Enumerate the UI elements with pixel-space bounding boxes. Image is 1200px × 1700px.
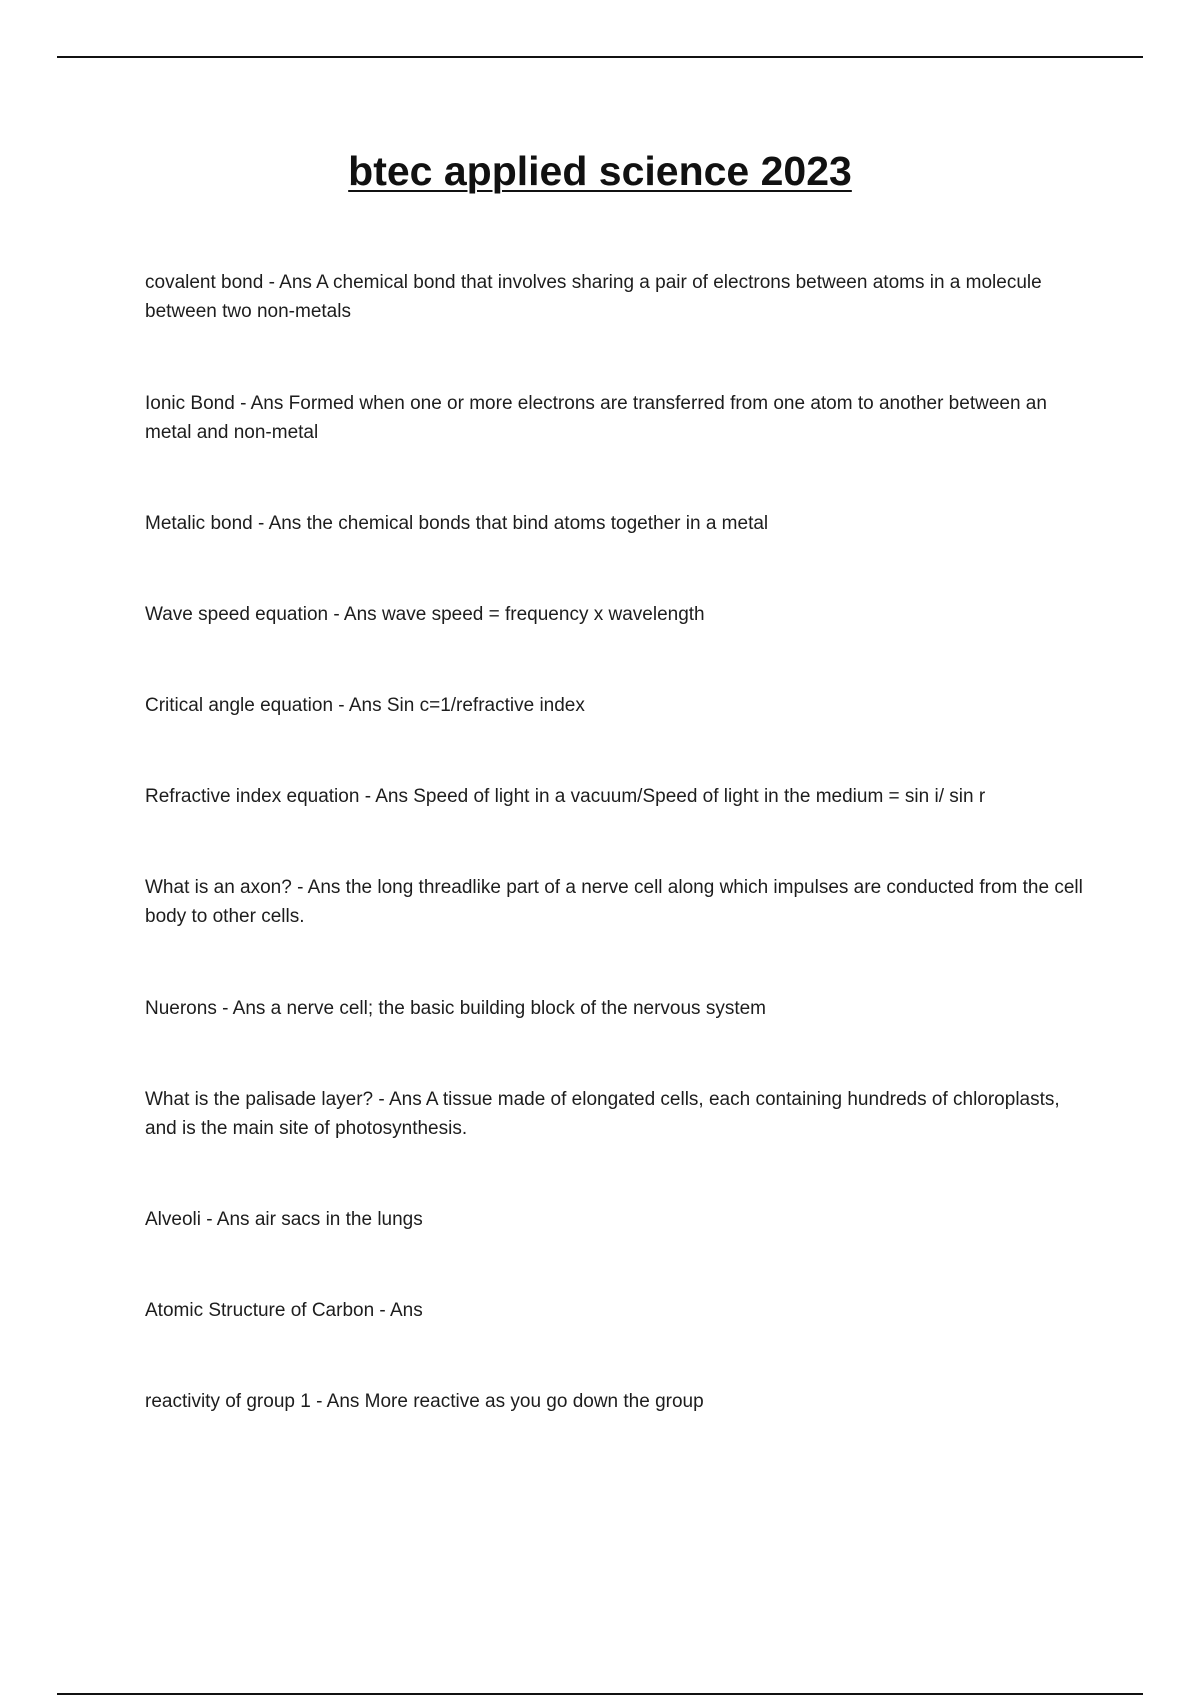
flashcard-entry: reactivity of group 1 - Ans More reactive as you go down the group — [145, 1391, 704, 1412]
flashcard-entry: Atomic Structure of Carbon - Ans — [145, 1300, 423, 1321]
flashcard-entry: Wave speed equation - Ans wave speed = frequency x wavelength — [145, 604, 705, 625]
flashcard-entry: Ionic Bond - Ans Formed when one or more electrons are transferred from one atom to another between an metal and non-metal — [145, 393, 1047, 443]
flashcard-entry: covalent bond - Ans A chemical bond that involves sharing a pair of electrons between atoms in a molecule between two non-metals — [145, 272, 1042, 322]
flashcard-entry: Nuerons - Ans a nerve cell; the basic building block of the nervous system — [145, 998, 766, 1019]
bottom-rule — [57, 1693, 1143, 1695]
flashcard-entry: Refractive index equation - Ans Speed of light in a vacuum/Speed of light in the medium = sin i/ sin r — [145, 786, 986, 807]
flashcard-entry: Alveoli - Ans air sacs in the lungs — [145, 1209, 423, 1230]
flashcard-entry: Critical angle equation - Ans Sin c=1/refractive index — [145, 695, 585, 716]
top-rule — [57, 56, 1143, 58]
document-title: btec applied science 2023 — [348, 148, 852, 194]
flashcard-entry: Metalic bond - Ans the chemical bonds that bind atoms together in a metal — [145, 513, 769, 534]
flashcard-entry: What is an axon? - Ans the long threadlike part of a nerve cell along which impulses are conducted from the cell body to other cells. — [145, 877, 1083, 927]
flashcard-entry: What is the palisade layer? - Ans A tissue made of elongated cells, each containing hundreds of chloroplasts, and is the main site of photosynthesis. — [145, 1089, 1060, 1139]
